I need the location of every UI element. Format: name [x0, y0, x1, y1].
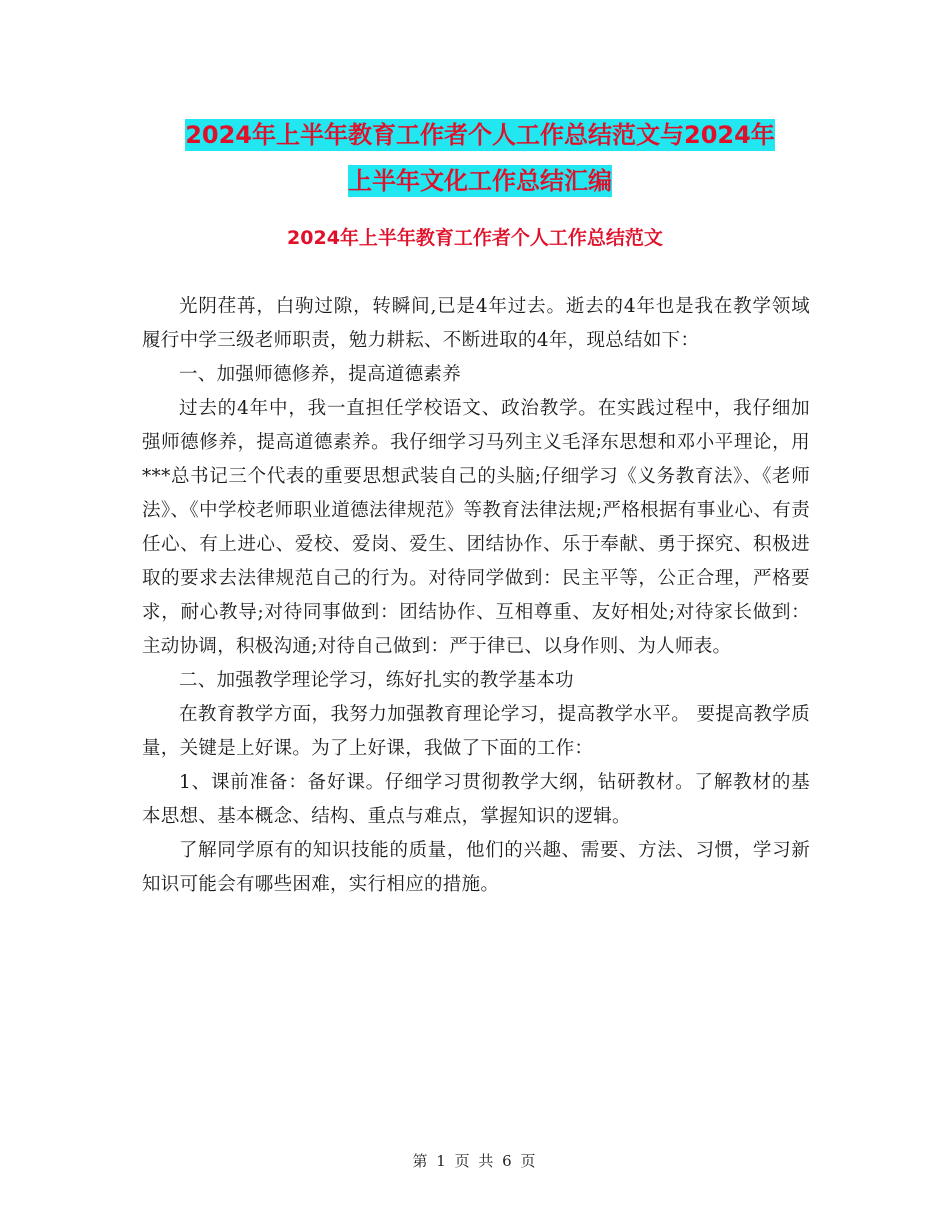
page-footer: 第 1 页 共 6 页 — [412, 1152, 538, 1170]
paragraph-students: 了解同学原有的知识技能的质量，他们的兴趣、需要、方法、习惯，学习新知识可能会有哪些困难，实行相应的措施。 — [142, 840, 810, 895]
document-title-line2: 上半年文化工作总结汇编 — [348, 167, 612, 195]
paragraph-teaching: 在教育教学方面，我努力加强教育理论学习，提高教学水平。 要提高教学质量，关键是上好课。为了上好课，我做了下面的工作： — [142, 704, 810, 759]
paragraph-intro: 光阴荏苒，白驹过隙，转瞬间,已是4年过去。逝去的4年也是我在教学领域履行中学三级老师职责，勉力耕耘、不断进取的4年，现总结如下： — [142, 296, 810, 351]
document-body — [142, 290, 810, 902]
heading-ethics: 一、加强师德修养，提高道德素养 — [179, 364, 462, 385]
document-title — [140, 112, 820, 204]
paragraph-ethics: 过去的4年中，我一直担任学校语文、政治教学。在实践过程中，我仔细加强师德修养，提高道德素养。我仔细学习马列主义毛泽东思想和邓小平理论，用***总书记三个代表的重要思想武装自己的头脑;仔细学习《义务教育法》、《老师法》、《中学校老师职业道德法律规范》等教育法律法规;严格根据有事业心、有责任心、有上进心、爱校、爱岗、爱生、团结协作、乐于奉献、勇于探究、积极进取的要求去法律规范自己的行为。对待同学做到：民主平等，公正合理，严格要求，耐心教导;对待同事做到：团结协作、互相尊重、友好相处;对待家长做到：主动协调，积极沟通;对待自己做到：严于律已、以身作则、为人师表。 — [142, 398, 810, 657]
heading-teaching-theory: 二、加强教学理论学习，练好扎实的教学基本功 — [179, 670, 574, 691]
paragraph-lesson-prep: 1、课前准备：备好课。仔细学习贯彻教学大纲，钻研教材。了解教材的基本思想、基本概念、结构、重点与难点，掌握知识的逻辑。 — [142, 772, 810, 827]
section-title: 2024年上半年教育工作者个人工作总结范文 — [287, 227, 663, 249]
document-title-line1: 2024年上半年教育工作者个人工作总结范文与2024年 — [185, 121, 775, 149]
